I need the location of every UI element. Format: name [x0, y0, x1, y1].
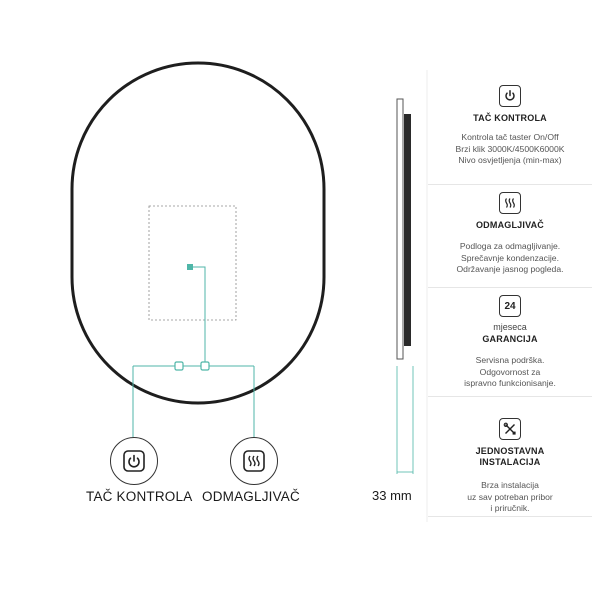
feature-title: [428, 446, 592, 468]
defog-sensor: [201, 362, 209, 370]
title-line: INSTALACIJA: [479, 457, 541, 467]
description-line: Odgovornost za: [479, 366, 541, 377]
defog-button[interactable]: [230, 437, 278, 485]
separator: [428, 516, 592, 517]
touch-sensor: [175, 362, 183, 370]
profile-glass: [397, 99, 403, 359]
power-icon: [499, 85, 521, 107]
description-line: Podloga za odmagljivanje.: [459, 241, 561, 251]
feature-description: [428, 132, 592, 167]
heat-waves-icon: [243, 450, 265, 472]
feature-title: ODMAGLJIVAČ: [475, 220, 545, 230]
separator: [428, 184, 592, 185]
heat-waves-icon: [499, 192, 521, 214]
profile-back: [404, 114, 411, 346]
touch-control-label: TAČ KONTROLA: [86, 489, 193, 504]
depth-dimension-label: 33 mm: [372, 488, 412, 503]
description-line: i priručnik.: [490, 503, 530, 513]
description-line: Kontrola tač taster On/Off: [461, 132, 559, 142]
warranty-badge: [499, 295, 521, 317]
description-line: Brza instalacija: [481, 480, 539, 490]
feature-touch-control: [428, 85, 592, 167]
touch-control-button[interactable]: [110, 437, 158, 485]
feature-title: TAČ KONTROLA: [473, 113, 547, 123]
feature-defog: [428, 192, 592, 276]
feature-title: GARANCIJA: [482, 334, 538, 344]
description-line: Servisna podrška.: [475, 355, 545, 365]
warranty-subtitle: mjeseca: [493, 322, 527, 332]
power-icon: [123, 450, 145, 472]
description-line: Brzi klik 3000K/4500K6000K: [455, 143, 565, 154]
mirror-frame: [72, 63, 324, 403]
feature-installation: [428, 418, 592, 515]
description-line: Održavanje jasnog pogleda.: [456, 264, 564, 274]
feature-warranty: [428, 295, 592, 390]
defog-label: ODMAGLJIVAČ: [202, 489, 300, 504]
defog-zone: [149, 206, 236, 320]
description-line: Nivo osvjetljenja (min-max): [458, 155, 562, 165]
description-line: ispravno funkcionisanje.: [464, 378, 556, 388]
description-line: uz sav potreban pribor: [467, 491, 553, 502]
tools-icon: [499, 418, 521, 440]
feature-description: [428, 241, 592, 276]
title-line: JEDNOSTAVNA: [475, 446, 545, 456]
defog-connector: [190, 267, 205, 365]
description-line: Sprečavnje kondenzacije.: [461, 252, 559, 263]
separator: [428, 287, 592, 288]
feature-description: [428, 355, 592, 390]
feature-description: [428, 480, 592, 515]
warranty-months-number: 24: [504, 300, 516, 312]
separator: [428, 396, 592, 397]
